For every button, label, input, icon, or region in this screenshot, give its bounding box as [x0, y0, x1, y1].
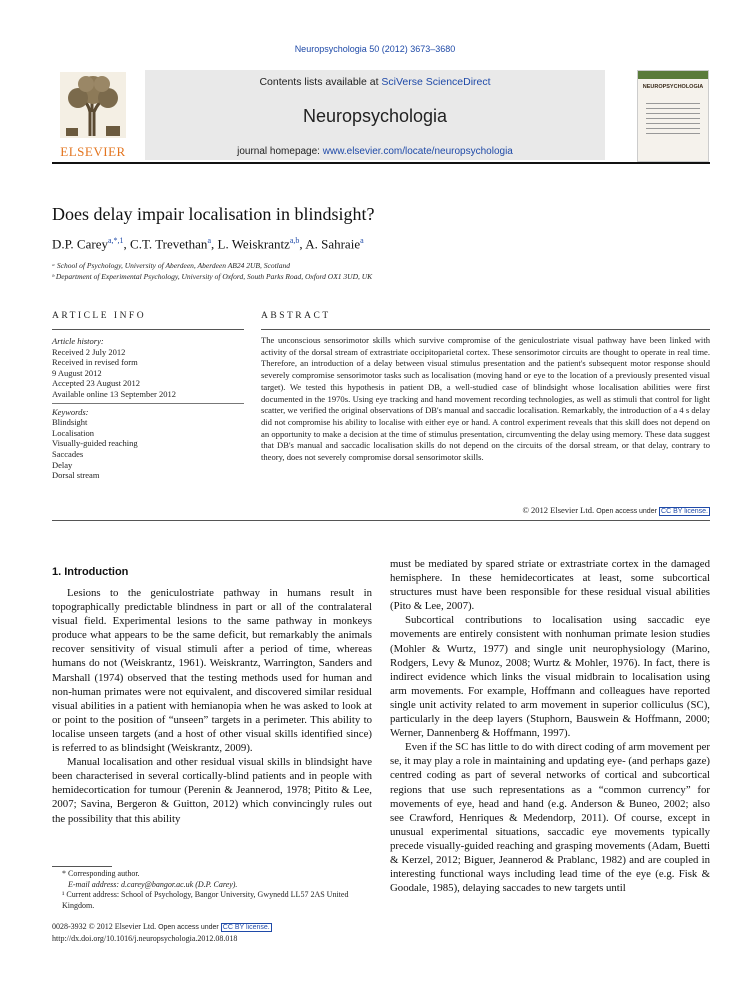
article-info-rule — [52, 329, 244, 330]
issn-line — [52, 922, 272, 934]
author-name[interactable]: D.P. Carey — [52, 236, 108, 252]
corresponding-author-note: * Corresponding author. — [62, 869, 140, 878]
elsevier-logo[interactable] — [52, 70, 134, 160]
tree-logo-icon — [60, 72, 126, 138]
footnote-rule — [52, 866, 112, 867]
copyright-line — [261, 505, 710, 515]
abstract-bottom-rule — [52, 520, 710, 521]
keyword: Delay — [52, 459, 73, 470]
homepage-prefix: journal homepage: — [237, 146, 323, 157]
introduction-heading: 1. Introduction — [52, 566, 129, 578]
affiliation-b: ᵇ Department of Experimental Psychology, University of Oxford, South Parks Road, Oxford OX1 3UD, UK — [52, 272, 373, 281]
journal-banner — [145, 70, 605, 160]
keywords-label: Keywords: — [52, 406, 89, 417]
journal-title: Neuropsychologia — [302, 106, 448, 126]
keyword: Blindsight — [52, 417, 88, 428]
info-divider — [52, 403, 244, 404]
left-column — [52, 586, 372, 826]
current-address-note: ¹ Current address: School of Psychology, Bangor University, Gwynedd LL57 2AS United Kingdom. — [62, 890, 349, 910]
body-paragraph: must be mediated by spared striate or extrastriate cortex in the damaged hemisphere. In these hemidecorticates at least, some subcortical structures must have been responsible for these residual visual abilities (Pito & Lee, 2007). — [390, 558, 710, 613]
body-paragraph: Lesions to the geniculostriate pathway in humans result in topographically predictable blindness in part or all of the contralateral visual field. Experimental lesions to the same pathway in monkeys produce what appears to be the same deficit, but remarkably the animals recover sensitivity of visual stimuli after a period of time, whereas humans do not (Weiskrantz, 1961). Weiskrantz, Warrington, Sanders and Marshall (1974) observed that the testing methods used for human and non-human primates were not equivalent, and discovered similar residual visual abilities in a patient with hemianopia when he was asked to look at or point to the position of “unseen” targets in a perimeter. This ability to localise unseen targets (and a host of other visual skills identified since) is referred to as blindsight (Weiskrantz, 2009). — [52, 587, 372, 755]
history-item: Received 2 July 2012 — [52, 346, 126, 357]
author-affiliation-mark[interactable]: a,*,1 — [107, 236, 124, 245]
issn-text: 0028-3932 © 2012 Elsevier Ltd. — [52, 922, 157, 931]
keyword: Dorsal stream — [52, 470, 100, 481]
keyword: Visually-guided reaching — [52, 438, 138, 449]
author-name[interactable]: L. Weiskrantz — [217, 236, 290, 252]
cover-band — [638, 71, 708, 79]
masthead — [52, 70, 710, 164]
open-access-text: Open access under — [158, 924, 219, 931]
body-paragraph: Subcortical contributions to localisation using saccadic eye movements are entirely consistent with nonhuman primate lesion studies (Mohler & Wurtz, 1977) and single unit neurophysiology (Marino, Rodgers, Levy & Munoz, 2008; Wurtz & Mohler, 1976). In fact, there is indirect evidence which links the visual midbrain to localisation using arm movements. For example, Hoffmann and colleagues have reported single unit activity related to arm movement in superior colliculus (SC), particularly in the deep layers (Stuphorn, Bauswein & Hoffmann, 2000; Werner, Dannenberg & Hoffmann, 1997). — [390, 614, 710, 740]
author-affiliation-mark[interactable]: a — [360, 236, 364, 245]
article-info-heading: ARTICLE INFO — [52, 311, 147, 321]
copyright-text: © 2012 Elsevier Ltd. — [522, 505, 595, 515]
doi-link[interactable]: http://dx.doi.org/10.1016/j.neuropsychologia.2012.08.018 — [52, 933, 238, 943]
open-access-text: Open access under — [596, 508, 657, 515]
right-column — [390, 557, 710, 895]
keyword: Localisation — [52, 427, 95, 438]
author-name[interactable]: C.T. Trevethan — [130, 236, 208, 252]
author-affiliation-mark[interactable]: a,b — [289, 236, 300, 245]
author-list: D.P. Carey$^{a,*,1}$, C.T. Trevethan$^a$, L. Weiskrantz$^{a,b}$, A. Sahraie$^a$ — [52, 236, 364, 252]
abstract-rule — [261, 329, 710, 330]
article-info — [52, 336, 244, 481]
footnotes — [52, 869, 372, 911]
author-affiliation-mark[interactable]: a — [207, 236, 211, 245]
bottom-metadata — [52, 922, 272, 944]
journal-reference[interactable]: Neuropsychologia 50 (2012) 3673–3680 — [294, 44, 456, 54]
sciencedirect-link[interactable]: SciVerse ScienceDirect — [381, 76, 491, 88]
history-item: Received in revised form — [52, 357, 138, 368]
journal-cover-thumbnail[interactable] — [637, 70, 709, 162]
license-link[interactable]: CC BY license. — [222, 924, 270, 931]
abstract-text: The unconscious sensorimotor skills which survive compromise of the geniculostriate visual pathway have been linked with activity of the dorsal stream of extrastriate occipitoparietal cortex. These sensorimotor circuits are thought to operate in real time. Therefore, an introduction of a delay between visual stimulus presentation and the patient's subsequent motor response should severely compromise sensorimotor tasks such as localisation (moving hand or eye to the location of a previously presented visual target). We tested this hypothesis in patient DB, a well-studied case of blindsight whose localisation abilities were first documented in the 1970s. Using eye tracking and hand movement recording technologies, as well as stimuli that control for light scatter, we verified the original observations of DB's manual and saccadic localisation. Remarkably, the introduction of a 4 s delay did not compromise his ability to localise with either eye or hand. A control experiment reveals that this skill does not depend on an opportunity to make a decision at the time of stimulus presentation, circumventing the delay using memory. These data suggest that DB's manual and saccadic localisation skills do not depend on the circuits of the dorsal stream, or that delay, contrary to theory, does not severely compromise dorsal sensorimotor skills. — [261, 335, 710, 463]
homepage-line — [145, 146, 605, 157]
license-link[interactable]: CC BY license. — [661, 508, 708, 515]
article-title: Does delay impair localisation in blindsight? — [52, 204, 375, 224]
cover-text-lines — [646, 103, 700, 143]
homepage-link[interactable]: www.elsevier.com/locate/neuropsychologia — [322, 146, 513, 157]
history-item: Accepted 23 August 2012 — [52, 378, 141, 389]
email-note[interactable]: E-mail address: d.carey@bangor.ac.uk (D.P. Carey). — [68, 879, 238, 889]
contents-line — [145, 76, 605, 88]
body-paragraph: Manual localisation and other residual visual skills in blindsight have been characterised in several cortically-blind patients and in people with hemidecortication for tumour (Perenin & Jeannerod, 1978; Pitito & Lee, 2007; Savina, Bergeron & Guitton, 2012) which convincingly rules out the possibility that this ability — [52, 756, 372, 825]
body-paragraph: Even if the SC has little to do with direct coding of arm movement per se, it may play a role in maintaining and updating eye- (and perhaps gaze) centred coding as part of several networks of cortical and subcortical regions that use such representations as a “common currency” for movements of eye, head and hand (e.g. Anderson & Buneo, 2002; also see Crawford, Henriques & Medendorp, 2011). Of course, except in unusual experimental situations, saccadic eye movements typically precede visually-guided reaching and grasping movements (Adam, Buetti & Kerzel, 2012; Biguer, Jeannerod & Prablanc, 1982) and are coupled in interesting functional ways including lead time of the eye (e.g. Fisk & Goodale, 1985), delaying saccades to new targets until — [390, 741, 710, 895]
abstract-heading: ABSTRACT — [261, 311, 331, 321]
publisher-wordmark: ELSEVIER — [60, 144, 126, 159]
affiliation-a: ᵃ School of Psychology, University of Aberdeen, Aberdeen AB24 2UB, Scotland — [52, 261, 291, 270]
author-name[interactable]: A. Sahraie — [305, 236, 361, 252]
keyword: Saccades — [52, 448, 84, 459]
history-item: Available online 13 September 2012 — [52, 388, 177, 399]
cover-title: NEUROPSYCHOLOGIA — [642, 84, 704, 90]
history-item: 9 August 2012 — [52, 367, 102, 378]
history-label: Article history: — [52, 336, 104, 346]
contents-prefix: Contents lists available at — [259, 76, 382, 88]
